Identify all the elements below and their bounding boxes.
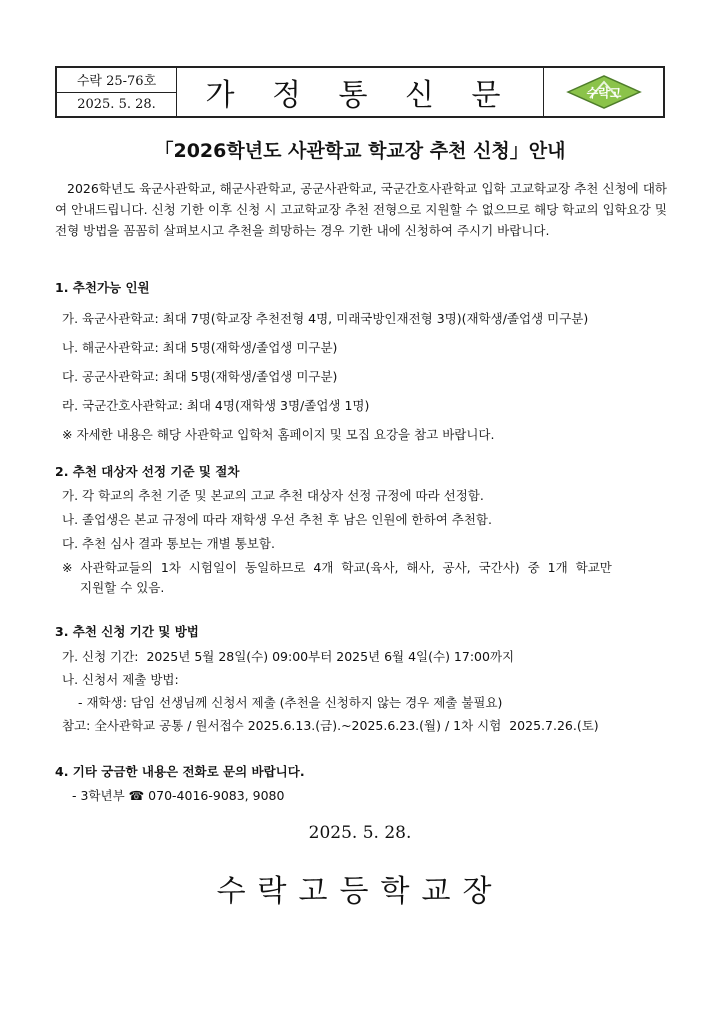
section2-item: 나. 졸업생은 본교 규정에 따라 재학생 우선 추천 후 남은 인원에 한하여 추천함. xyxy=(62,512,492,527)
school-logo xyxy=(543,68,663,116)
issue-number: 수락 25-76호 xyxy=(76,74,157,90)
application-period: 가. 신청 기간: 2025년 5월 28일(수) 09:00부터 2025년 6월 4일(수) 17:00까지 xyxy=(62,649,515,664)
document-title: 「2026학년도 사관학교 학교장 추천 신청」안내 xyxy=(154,140,566,162)
newsletter-header xyxy=(55,66,665,118)
section2-heading: 2. 추천 대상자 선정 기준 및 절차 xyxy=(55,464,240,479)
section2-note: ※ 사관학교들의 1차 시험일이 동일하므로 4개 학교(육사, 해사, 공사, 국간사) 중 1개 학교만 xyxy=(62,560,612,575)
logo-text: 수락고 xyxy=(586,86,621,100)
reference-note: 참고: 全사관학교 공통 / 원서접수 2025.6.13.(금).~2025.6.23.(월) / 1차 시험 2025.7.26.(토) xyxy=(62,718,599,733)
section1-item: 가. 육군사관학교: 최대 7명(학교장 추천전형 4명, 미래국방인재전형 3명)(재학생/졸업생 미구분) xyxy=(62,311,589,326)
issue-info xyxy=(57,68,177,116)
section1-heading: 1. 추천가능 인원 xyxy=(55,280,150,295)
signature-date: 2025. 5. 28. xyxy=(308,823,412,843)
issue-date: 2025. 5. 28. xyxy=(57,92,176,117)
section2-item: 다. 추천 심사 결과 통보는 개별 통보함. xyxy=(62,536,275,551)
submission-method: 나. 신청서 제출 방법: xyxy=(62,672,179,687)
section1-item: 나. 해군사관학교: 최대 5명(재학생/졸업생 미구분) xyxy=(62,340,338,355)
contact-info: - 3학년부 ☎ 070-4016-9083, 9080 xyxy=(72,788,285,803)
intro-paragraph: 2026학년도 육군사관학교, 해군사관학교, 공군사관학교, 국군간호사관학교 입학 고교학교장 추천 신청에 대하여 안내드립니다. 신청 기한 이후 신청 시 고교학교장 추천 전형으로 지원할 수 없으므로 해당 학교의 입학요강 및 전형 방법을 꼼꼼히 살펴보시고 추천을 희망하는 경우 기한 내에 신청하여 주시기 바랍니다. xyxy=(55,181,667,238)
school-logo-icon xyxy=(560,72,648,112)
section1-item: 라. 국군간호사관학교: 최대 4명(재학생 3명/졸업생 1명) xyxy=(62,398,370,413)
section2-item: 가. 각 학교의 추천 기준 및 본교의 고교 추천 대상자 선정 규정에 따라 선정함. xyxy=(62,488,484,503)
section4-heading: 4. 기타 궁금한 내용은 전화로 문의 바랍니다. xyxy=(55,764,305,779)
submission-detail: - 재학생: 담임 선생님께 신청서 제출 (추천을 신청하지 않는 경우 제출 불필요) xyxy=(78,695,503,710)
section1-item: 다. 공군사관학교: 최대 5명(재학생/졸업생 미구분) xyxy=(62,369,338,384)
section3-heading: 3. 추천 신청 기간 및 방법 xyxy=(55,624,199,639)
principal-signature: 수락고등학교장 xyxy=(216,874,504,909)
section2-note-continued: 지원할 수 있음. xyxy=(80,580,165,595)
section1-note: ※ 자세한 내용은 해당 사관학교 입학처 홈페이지 및 모집 요강을 참고 바랍니다. xyxy=(62,427,495,442)
newsletter-title: 가 정 통 신 문 xyxy=(205,78,515,113)
